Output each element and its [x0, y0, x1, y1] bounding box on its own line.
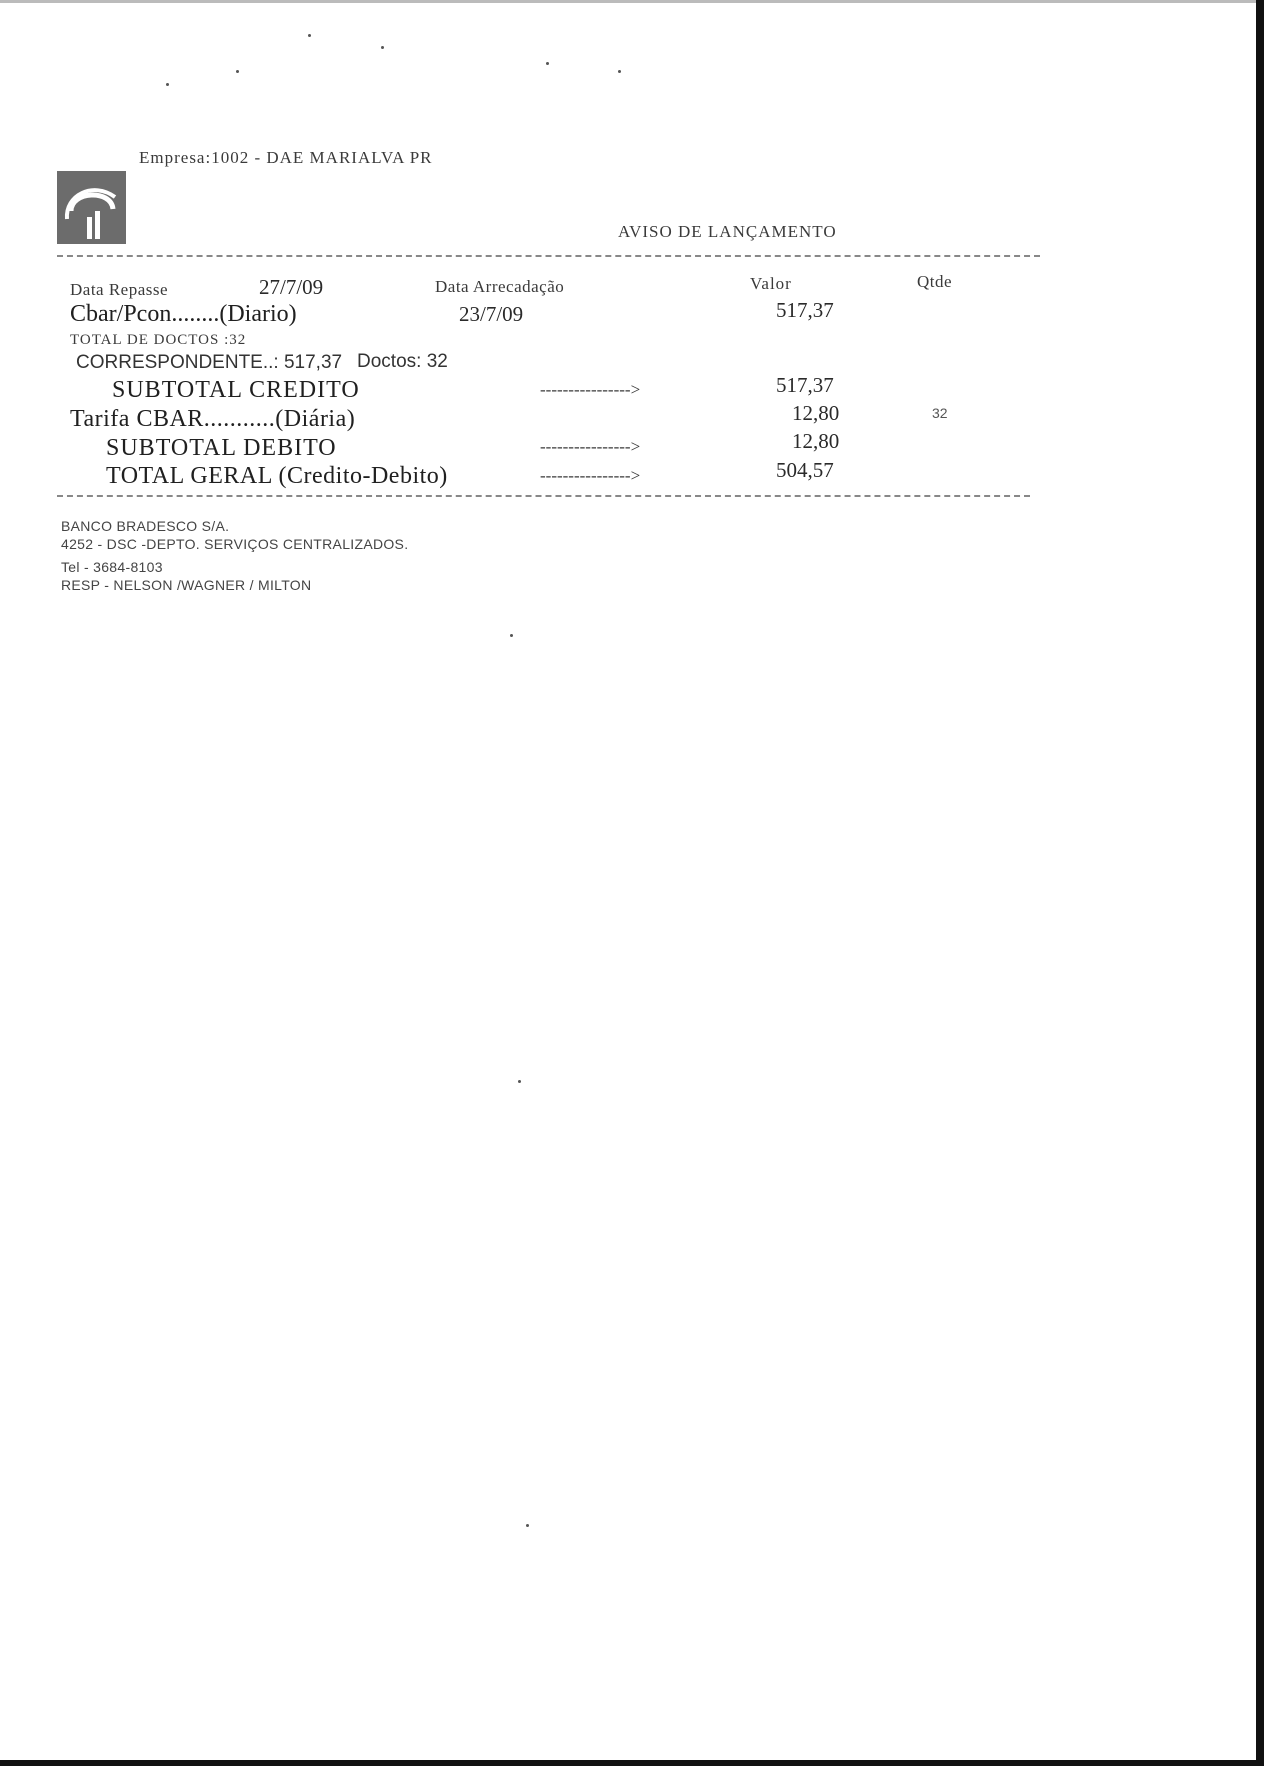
subtotal-debito-label: SUBTOTAL DEBITO	[106, 435, 337, 461]
scan-speck	[308, 34, 311, 37]
top-divider	[57, 255, 1040, 257]
data-repasse-value: 27/7/09	[259, 275, 324, 299]
subtotal-credito-valor: 517,37	[776, 373, 834, 397]
scan-speck	[381, 46, 384, 49]
scan-speck	[618, 70, 621, 73]
total-geral-label: TOTAL GERAL (Credito-Debito)	[106, 463, 448, 489]
data-repasse-label: Data Repasse	[70, 280, 169, 299]
tarifa-label: Tarifa CBAR...........(Diária)	[70, 406, 356, 432]
cbar-valor: 517,37	[776, 298, 834, 322]
scan-bottom-edge	[0, 1760, 1264, 1766]
tarifa-qtde: 32	[932, 405, 948, 421]
scan-right-edge	[1256, 0, 1264, 1766]
tarifa-valor: 12,80	[792, 401, 840, 425]
bottom-divider	[57, 495, 1030, 497]
scan-speck	[518, 1080, 521, 1083]
qtde-label: Qtde	[917, 272, 953, 291]
total-geral-valor: 504,57	[776, 458, 834, 482]
document-title: AVISO DE LANÇAMENTO	[618, 222, 837, 241]
doctos: Doctos: 32	[357, 351, 448, 372]
subtotal-credito-arrow: ---------------->	[540, 380, 641, 399]
scan-speck	[510, 634, 513, 637]
valor-label: Valor	[750, 274, 792, 293]
footer-responsible: RESP - NELSON /WAGNER / MILTON	[61, 577, 312, 593]
total-docs: TOTAL DE DOCTOS :32	[70, 332, 247, 348]
scan-speck	[526, 1524, 529, 1527]
total-geral-arrow: ---------------->	[540, 466, 641, 485]
subtotal-credito-label: SUBTOTAL CREDITO	[112, 377, 360, 403]
subtotal-debito-valor: 12,80	[792, 429, 840, 453]
footer-department: 4252 - DSC -DEPTO. SERVIÇOS CENTRALIZADOS.	[61, 536, 409, 552]
correspondente: CORRESPONDENTE..: 517,37	[76, 352, 343, 373]
scan-top-edge	[0, 0, 1264, 3]
bank-logo	[57, 171, 126, 244]
footer-bank: BANCO BRADESCO S/A.	[61, 518, 230, 534]
footer-phone: Tel - 3684-8103	[61, 559, 163, 575]
scan-speck	[166, 83, 169, 86]
subtotal-debito-arrow: ---------------->	[540, 437, 641, 456]
cbar-label: Cbar/Pcon........(Diario)	[70, 301, 297, 327]
company-header: Empresa:1002 - DAE MARIALVA PR	[139, 148, 433, 167]
scan-speck	[236, 70, 239, 73]
scan-speck	[546, 62, 549, 65]
cbar-date: 23/7/09	[459, 302, 524, 326]
data-arrecadacao-label: Data Arrecadação	[435, 277, 565, 296]
